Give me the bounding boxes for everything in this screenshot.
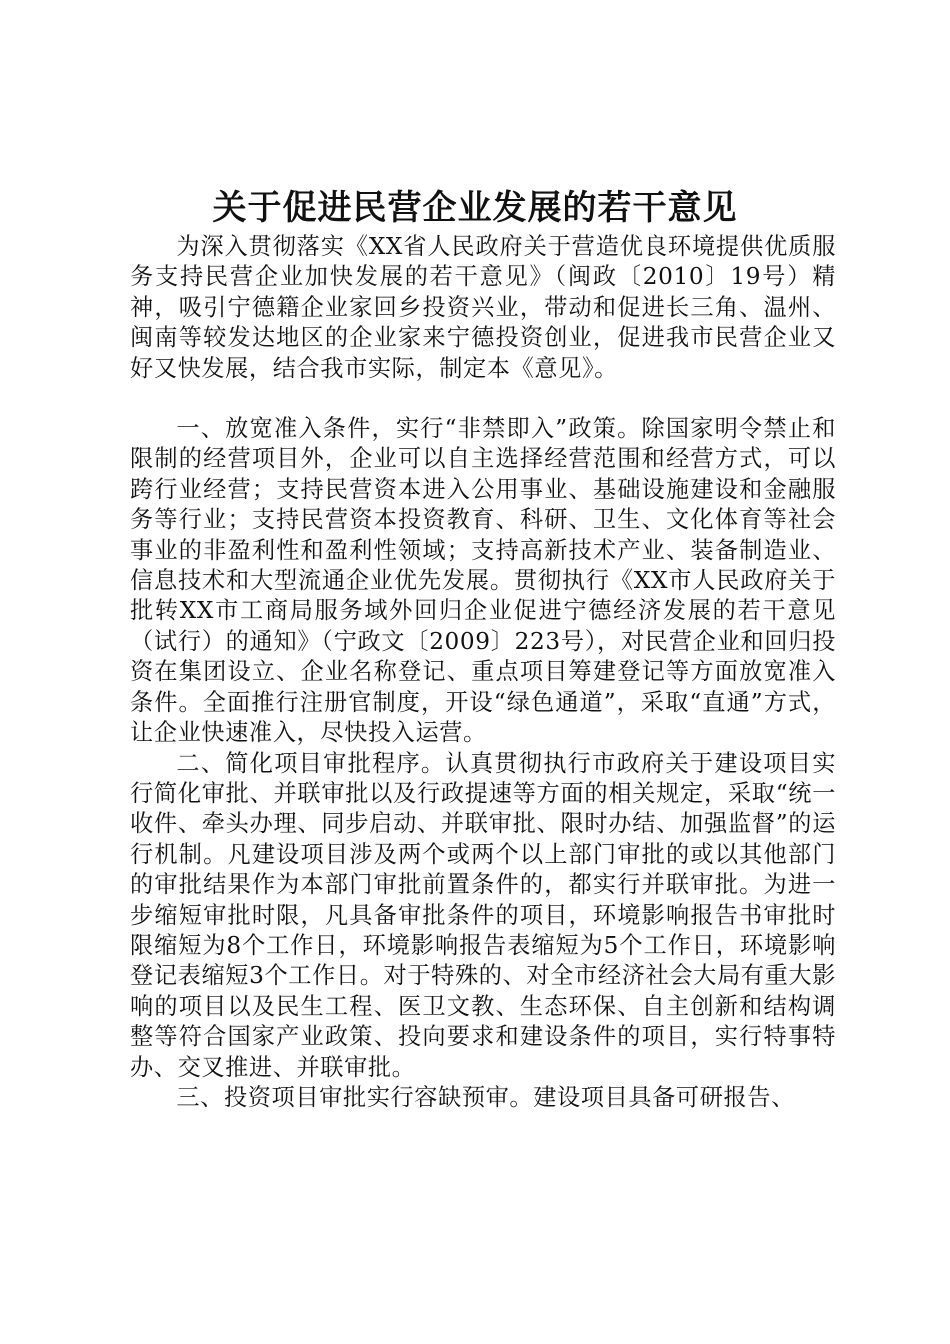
- intro-paragraph: 为深入贯彻落实《XX省人民政府关于营造优良环境提供优质服务支持民营企业加快发展的若干意见》（闽政〔2010〕19号）精神，吸引宁德籍企业家回乡投资兴业，带动和促进长三角、温州、闽南等较发达地区的企业家来宁德投资创业，促进我市民营企业又好又快发展，结合我市实际，制定本《意见》。: [130, 233, 836, 382]
- section-1-paragraph: 一、放宽准入条件，实行“非禁即入”政策。除国家明令禁止和限制的经营项目外，企业可以自主选择经营范围和经营方式，可以跨行业经营；支持民营资本进入公用事业、基础设施建设和金融服务等行业；支持民营资本投资教育、科研、卫生、文化体育等社会事业的非盈利性和盈利性领域；支持高新技术产业、装备制造业、信息技术和大型流通企业优先发展。贯彻执行《XX市人民政府关于批转XX市工商局服务域外回归企业促进宁德经济发展的若干意见（试行）的通知》（宁政文〔2009〕223号），对民营企业和回归投资在集团设立、企业名称登记、重点项目筹建登记等方面放宽准入条件。全面推行注册官制度，开设“绿色通道”，采取“直通”方式，让企业快速准入，尽快投入运营。: [130, 415, 836, 747]
- paragraph-gap: [130, 384, 836, 414]
- section-2-paragraph: 二、简化项目审批程序。认真贯彻执行市政府关于建设项目实行简化审批、并联审批以及行政提速等方面的相关规定，采取“统一收件、牵头办理、同步启动、并联审批、限时办结、加强监督”的运行机制。凡建设项目涉及两个或两个以上部门审批的或以其他部门的审批结果作为本部门审批前置条件的，都实行并联审批。为进一步缩短审批时限，凡具备审批条件的项目，环境影响报告书审批时限缩短为8个工作日，环境影响报告表缩短为5个工作日，环境影响登记表缩短3个工作日。对于特殊的、对全市经济社会大局有重大影响的项目以及民生工程、医卫文教、生态环保、自主创新和结构调整等符合国家产业政策、投向要求和建设条件的项目，实行特事特办、交叉推进、并联审批。: [130, 749, 836, 1081]
- section-3-paragraph: 三、投资项目审批实行容缺预审。建设项目具备可研报告、: [176, 1083, 795, 1111]
- document-body: [130, 232, 836, 1113]
- document-title: 关于促进民营企业发展的若干意见: [212, 188, 738, 228]
